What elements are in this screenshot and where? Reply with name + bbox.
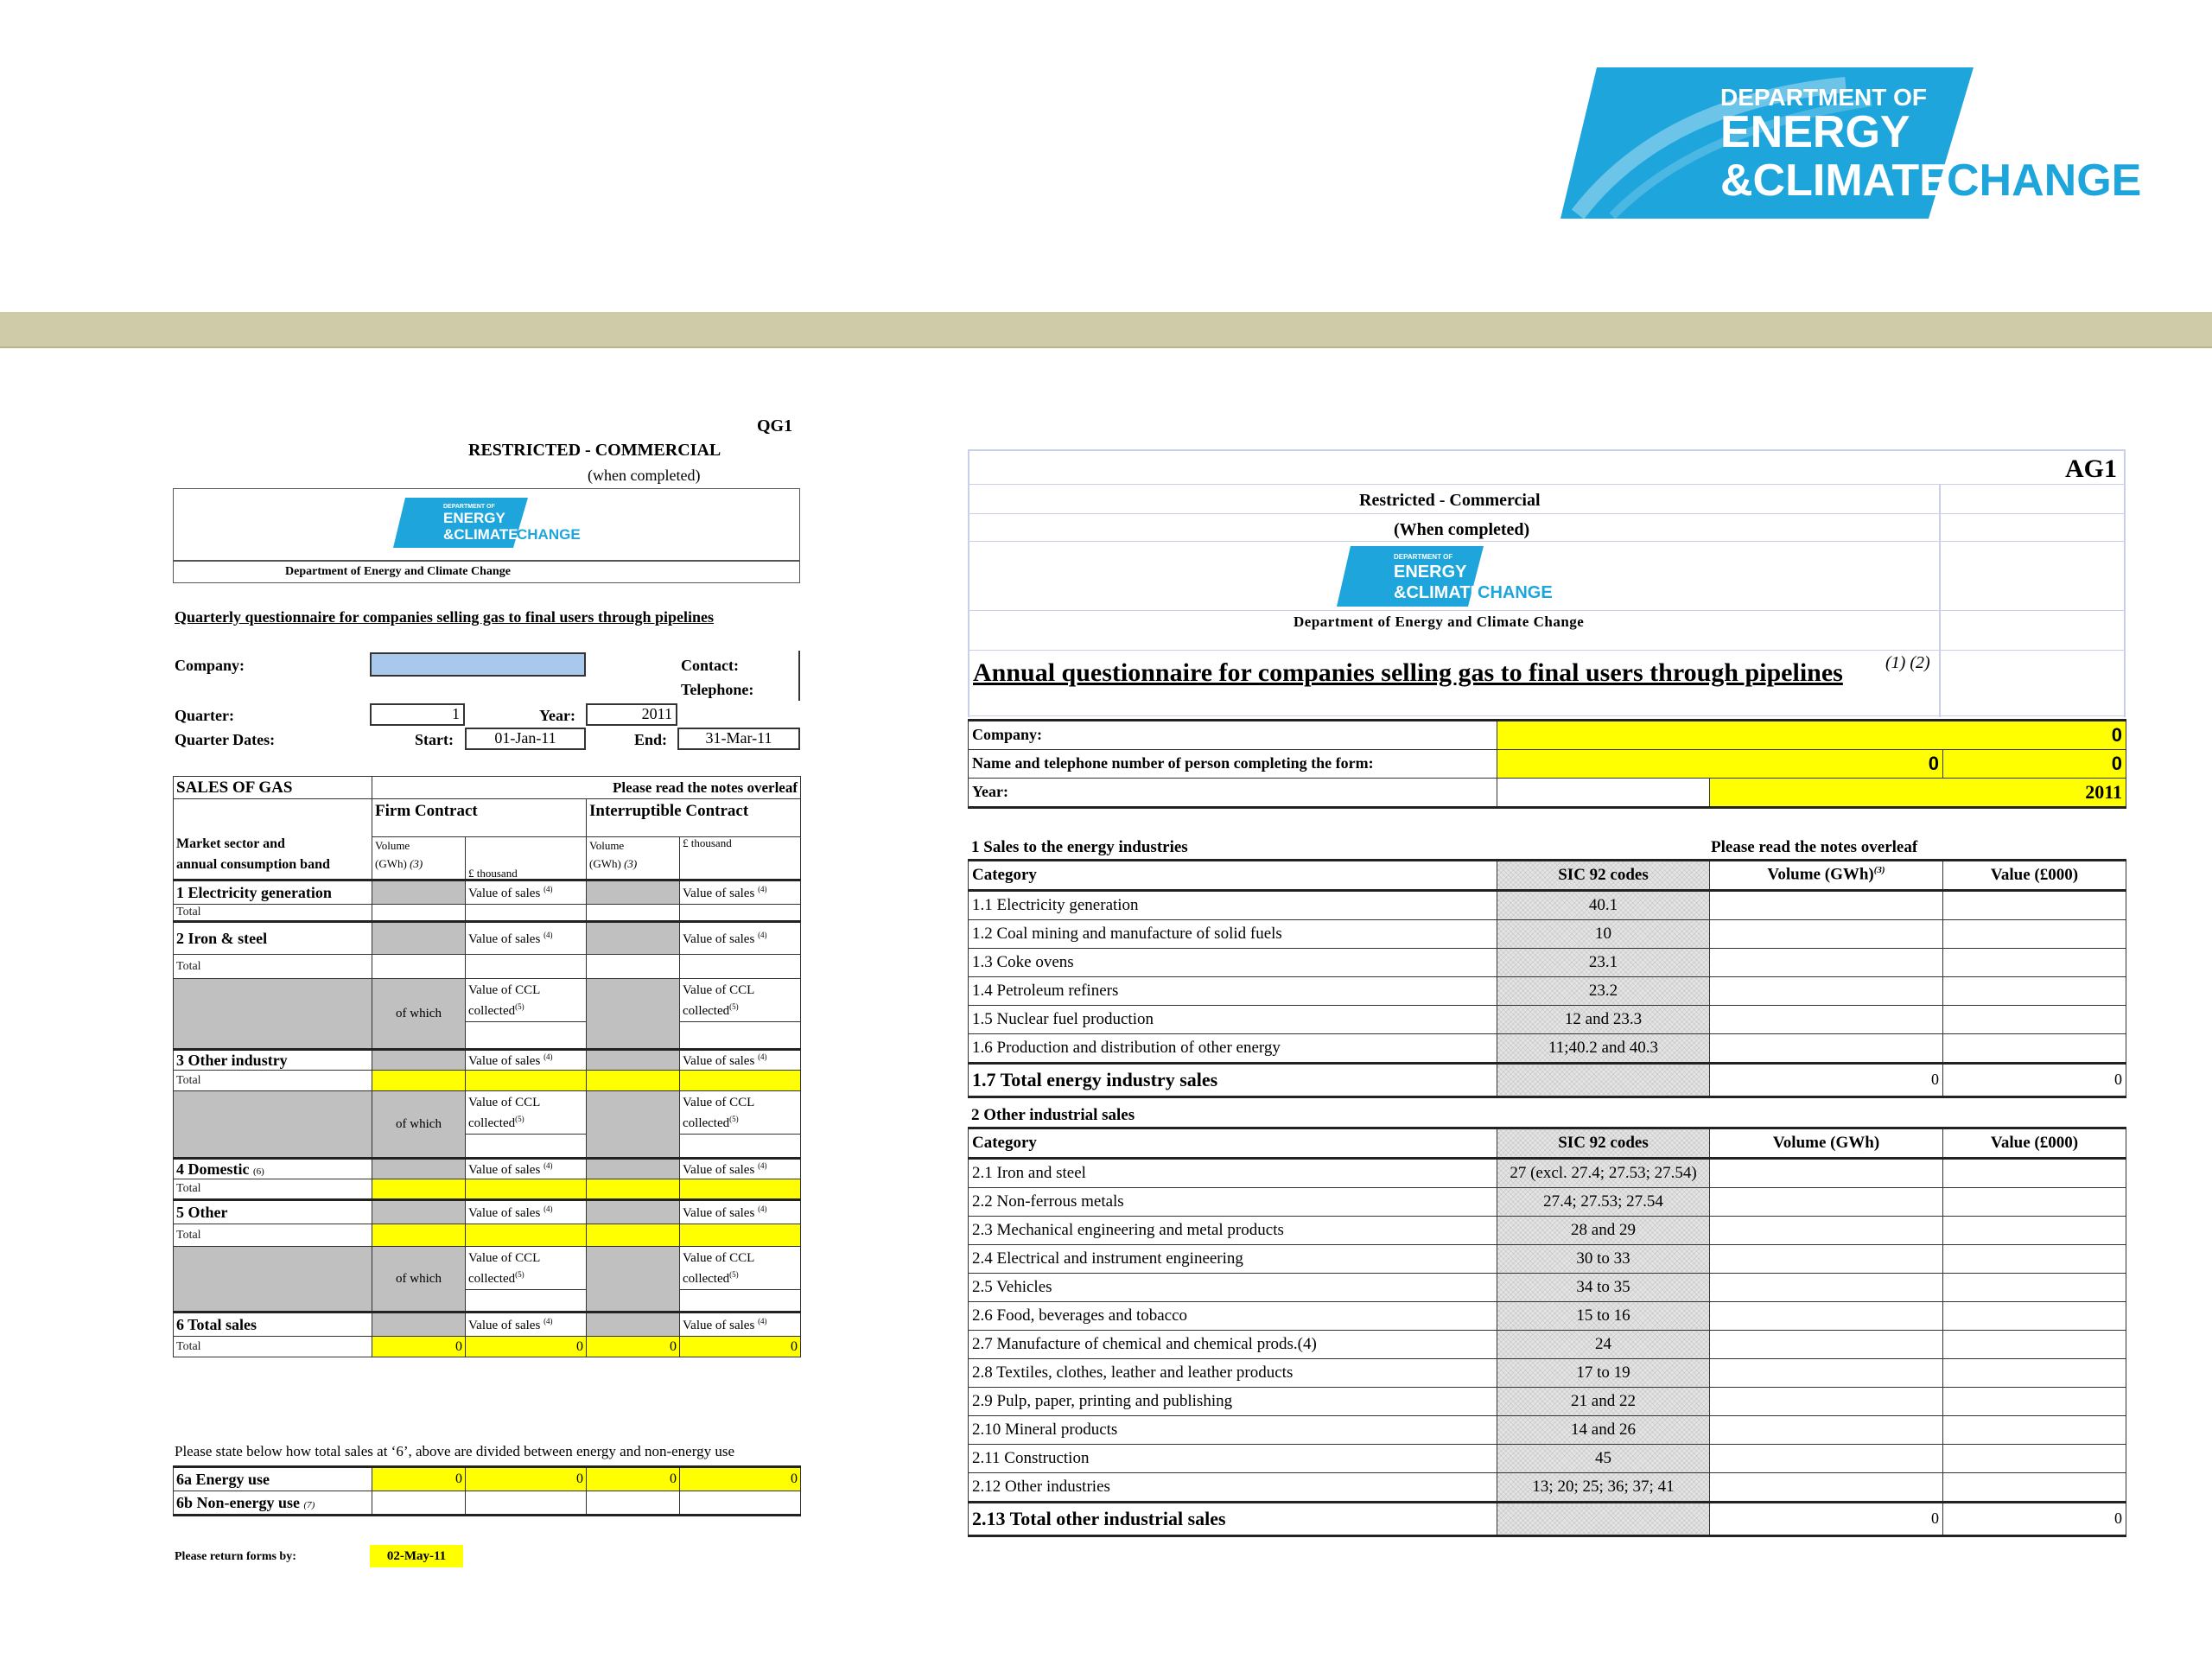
ag1-s2-total-label: 2.13 Total other industrial sales	[969, 1503, 1497, 1536]
value-input-cell[interactable]	[1943, 1274, 2126, 1302]
volume-input-cell[interactable]	[1710, 1388, 1943, 1416]
qg1-restricted: RESTRICTED - COMMERCIAL	[468, 441, 721, 460]
value-input-cell[interactable]	[1943, 1388, 2126, 1416]
ag1-title: Annual questionnaire for companies selling gas to final users through pipelines	[973, 658, 1843, 687]
value-input-cell[interactable]	[1943, 1445, 2126, 1473]
sic-code-cell: 30 to 33	[1497, 1245, 1710, 1274]
ag1-s1-total-value: 0	[1943, 1064, 2126, 1097]
svg-text:CHANGE: CHANGE	[517, 526, 581, 543]
qg1-row-energy-use: 6a Energy use	[174, 1467, 372, 1491]
table-row	[969, 949, 2126, 977]
ag1-s1-table: Category SIC 92 codes Volume (GWh)$^{(3)}$ Value (£000) 1.1 Electricity generation 40.1 1.2 Coal mining and manufacture of solid fuels 10 1.3 Coke ovens 23.1 1.4 Petroleum refiners 23.2 1.5 Nuclear fuel production 12 and 23.3 1.6 Production and distribution of other energy 11;40.2 and 40.3 1.7 Total energy industry sales 0 0	[968, 859, 2126, 1098]
sic-code-cell: 23.2	[1497, 977, 1710, 1006]
category-cell: 2.7 Manufacture of chemical and chemical prods.(4)	[969, 1331, 1497, 1359]
ag1-year-label: Year:	[969, 779, 1497, 808]
qg1-row-domestic: 4 Domestic (6)	[174, 1159, 372, 1179]
ag1-name-label: Name and telephone number of person completing the form:	[969, 750, 1497, 779]
category-cell: 1.5 Nuclear fuel production	[969, 1006, 1497, 1034]
svg-text:ENERGY: ENERGY	[443, 510, 505, 526]
sic-code-cell: 17 to 19	[1497, 1359, 1710, 1388]
category-cell: 2.9 Pulp, paper, printing and publishing	[969, 1388, 1497, 1416]
table-row	[969, 891, 2126, 920]
sic-code-cell: 45	[1497, 1445, 1710, 1473]
ag1-name-field-b[interactable]: 0	[1943, 750, 2126, 779]
table-row	[969, 1245, 2126, 1274]
ag1-logo	[1337, 546, 1553, 607]
qg1-row-total-sales: 6 Total sales	[174, 1313, 372, 1337]
sic-code-cell: 15 to 16	[1497, 1302, 1710, 1331]
volume-input-cell[interactable]	[1710, 1473, 1943, 1503]
qg1-return-date: 02-May-11	[370, 1545, 463, 1567]
qg1-row-non-energy-use: 6b Non-energy use (7)	[174, 1491, 372, 1516]
svg-text:&CLIMATE: &CLIMATE	[443, 526, 518, 543]
qg1-row-other: 5 Other	[174, 1200, 372, 1224]
sic-code-cell: 10	[1497, 920, 1710, 949]
logo-line2: ENERGY	[1720, 107, 1910, 157]
value-input-cell[interactable]	[1943, 891, 2126, 920]
value-input-cell[interactable]	[1943, 1188, 2126, 1217]
qg1-row-electricity: 1 Electricity generation	[174, 880, 372, 905]
ag1-s1-total-volume: 0	[1710, 1064, 1943, 1097]
qg1-contact-label: Contact:	[681, 657, 739, 674]
qg1-sales-heading: SALES OF GAS	[174, 777, 372, 799]
sic-code-cell: 13; 20; 25; 36; 37; 41	[1497, 1473, 1710, 1503]
sic-code-cell: 12 and 23.3	[1497, 1006, 1710, 1034]
qg1-energy-use-table: 6a Energy use 0 0 0 0 6b Non-energy use (7)	[173, 1465, 801, 1516]
value-input-cell[interactable]	[1943, 1159, 2126, 1188]
table-row	[969, 1302, 2126, 1331]
category-cell: 2.2 Non-ferrous metals	[969, 1188, 1497, 1217]
sic-code-cell: 21 and 22	[1497, 1388, 1710, 1416]
category-cell: 2.3 Mechanical engineering and metal products	[969, 1217, 1497, 1245]
ag1-notes: Please read the notes overleaf	[1711, 838, 1918, 856]
ag1-title-note: (1) (2)	[1885, 653, 1930, 672]
table-row	[969, 1188, 2126, 1217]
ag1-company-label: Company:	[969, 721, 1497, 750]
sic-code-cell: 27.4; 27.53; 27.54	[1497, 1188, 1710, 1217]
qg1-company-label: Company:	[175, 657, 245, 674]
qg1-department: Department of Energy and Climate Change	[285, 565, 511, 578]
sic-code-cell: 28 and 29	[1497, 1217, 1710, 1245]
qg1-row-iron-steel: 2 Iron & steel	[174, 922, 372, 955]
ag1-department: Department of Energy and Climate Change	[1294, 613, 1585, 630]
category-cell: 2.5 Vehicles	[969, 1274, 1497, 1302]
value-input-cell[interactable]	[1943, 1302, 2126, 1331]
qg1-title: Quarterly questionnaire for companies selling gas to final users through pipelines	[175, 608, 715, 626]
volume-input-cell[interactable]	[1710, 1006, 1943, 1034]
qg1-int-volume-head: Volume (GWh) (3)	[587, 837, 680, 880]
volume-input-cell[interactable]	[1710, 949, 1943, 977]
qg1-quarter-field[interactable]: 1	[370, 703, 465, 726]
qg1-code: QG1	[757, 416, 793, 435]
table-row	[969, 977, 2126, 1006]
qg1-state-below: Please state below how total sales at ‘6’, above are divided between energy and non-energy use	[175, 1443, 734, 1459]
qg1-market-sector: Market sector and annual consumption band	[174, 799, 372, 880]
category-cell: 2.1 Iron and steel	[969, 1159, 1497, 1188]
ag1-form	[968, 449, 2126, 1538]
sic-code-cell: 34 to 35	[1497, 1274, 1710, 1302]
svg-text:DEPARTMENT OF: DEPARTMENT OF	[443, 504, 495, 510]
volume-input-cell[interactable]	[1710, 1359, 1943, 1388]
value-input-cell[interactable]	[1943, 1359, 2126, 1388]
ag1-restricted: Restricted - Commercial	[1359, 491, 1541, 510]
volume-input-cell[interactable]	[1710, 977, 1943, 1006]
qg1-notes: Please read the notes overleaf	[372, 777, 801, 799]
value-input-cell[interactable]	[1943, 1006, 2126, 1034]
category-cell: 1.3 Coke ovens	[969, 949, 1497, 977]
volume-input-cell[interactable]	[1710, 1034, 1943, 1064]
table-row	[969, 1445, 2126, 1473]
value-input-cell[interactable]	[1943, 920, 2126, 949]
value-input-cell[interactable]	[1943, 1217, 2126, 1245]
table-row	[969, 1416, 2126, 1445]
volume-input-cell[interactable]	[1710, 1302, 1943, 1331]
category-cell: 2.10 Mineral products	[969, 1416, 1497, 1445]
category-cell: 2.8 Textiles, clothes, leather and leather products	[969, 1359, 1497, 1388]
volume-input-cell[interactable]	[1710, 1416, 1943, 1445]
ag1-s2-heading: 2 Other industrial sales	[971, 1106, 1135, 1124]
ag1-name-field[interactable]: 0	[1497, 750, 1943, 779]
qg1-when-completed: (when completed)	[588, 467, 701, 484]
svg-text:ENERGY: ENERGY	[1394, 563, 1467, 582]
volume-input-cell[interactable]	[1710, 1245, 1943, 1274]
volume-input-cell[interactable]	[1710, 1331, 1943, 1359]
value-input-cell[interactable]	[1943, 1034, 2126, 1064]
table-row	[969, 1274, 2126, 1302]
sic-code-cell: 23.1	[1497, 949, 1710, 977]
qg1-firm-volume-head: Volume (GWh) (3)	[372, 837, 466, 880]
sic-code-cell: 24	[1497, 1331, 1710, 1359]
qg1-year-label: Year:	[539, 707, 575, 724]
volume-input-cell[interactable]	[1710, 1445, 1943, 1473]
qg1-form	[173, 406, 802, 1581]
value-input-cell[interactable]	[1943, 1473, 2126, 1503]
qg1-telephone-label: Telephone:	[681, 681, 754, 698]
qg1-firm-contract: Firm Contract	[372, 799, 587, 837]
ag1-year-field[interactable]: 2011	[1710, 779, 2126, 808]
value-input-cell[interactable]	[1943, 949, 2126, 977]
table-row	[969, 1359, 2126, 1388]
ag1-s1-heading: 1 Sales to the energy industries	[971, 838, 1188, 856]
qg1-int-thousand-head: £ thousand	[680, 837, 801, 880]
table-row	[969, 1006, 2126, 1034]
qg1-quarter-label: Quarter:	[175, 707, 234, 724]
category-cell: 2.11 Construction	[969, 1445, 1497, 1473]
logo-line4: CHANGE	[1947, 156, 2142, 206]
svg-text:DEPARTMENT OF: DEPARTMENT OF	[1394, 553, 1453, 561]
ag1-s2-table: Category SIC 92 codes Volume (GWh) Value (£000) 2.1 Iron and steel 27 (excl. 27.4; 27.53; 27.54) 2.2 Non-ferrous metals 27.4; 27.53; 27.54 2.3 Mechanical engineering and metal products 28 and 29 2.4 Electrical and instrument engineering 30 to 33 2.5 Vehicles 34 to 35 2.6 Food, beverages and tobacco 15 to 16 2.7 Manufacture of chemical and chemical prods.(4) 24 2.8 Textiles, clothes, leather and leather products 17 to 19 2.9 Pulp, paper, printing and publishing 21 and 22 2.10 Mineral products 14 and 26 2.11 Construction 45 2.12 Other industries 13; 20; 25; 36; 37; 41 2.13 Total other industrial sales 0 0	[968, 1127, 2126, 1537]
table-row	[969, 1388, 2126, 1416]
ag1-code: AG1	[2065, 454, 2117, 483]
volume-input-cell[interactable]	[1710, 1217, 1943, 1245]
ag1-company-table	[968, 719, 2126, 809]
category-cell: 1.4 Petroleum refiners	[969, 977, 1497, 1006]
qg1-row-other-industry: 3 Other industry	[174, 1050, 372, 1071]
qg1-end-label: End:	[634, 731, 668, 748]
qg1-sales-table: SALES OF GAS Please read the notes overleaf Market sector and annual consumption band Firm Contract Interruptible Contract Volume (GWh) (3) £ thousand Volume (GWh) (3) £ thousand 1 Electricity generation Value of sales $^{(4)}$ Value of sales $^{(4)}$ Total 2 Iron & steel Value of sales $^{(4)}$ Value of sales $^{(4)}$ Total of which Value of CCL collected$^{(5)}$ Value of CCL collected$^{(5)}$ 3 Other industry Value of sales $^{(4)}$ Value of sales $^{(4)}$ Total of which Value of CCL collected$^{(5)}$ Value of CCL collected$^{(5)}$ 4 Domestic (6) Value of sales $^{(4)}$ Value of sales $^{(4)}$ Total 5 Other Value of sales $^{(4)}$ Value of sales $^{(4)}$ Total of which Value of CCL collected$^{(5)}$ Value of CCL collected$^{(5)}$ 6 Total sales Value of sales $^{(4)}$ Value of sales $^{(4)}$ Total 0 0 0 0	[173, 776, 801, 1357]
qg1-end-field[interactable]: 31-Mar-11	[677, 728, 800, 750]
sic-code-cell: 40.1	[1497, 891, 1710, 920]
qg1-start-label: Start:	[415, 731, 454, 748]
sic-code-cell: 14 and 26	[1497, 1416, 1710, 1445]
svg-text:&CLIMATE: &CLIMATE	[1394, 583, 1482, 602]
table-row	[969, 1217, 2126, 1245]
category-cell: 1.1 Electricity generation	[969, 891, 1497, 920]
qg1-logo	[393, 498, 579, 548]
table-row	[969, 1331, 2126, 1359]
category-cell: 1.2 Coal mining and manufacture of solid fuels	[969, 920, 1497, 949]
ag1-s1-total-label: 1.7 Total energy industry sales	[969, 1064, 1497, 1097]
value-input-cell[interactable]	[1943, 1245, 2126, 1274]
category-cell: 1.6 Production and distribution of other energy	[969, 1034, 1497, 1064]
svg-text:CHANGE: CHANGE	[1478, 583, 1553, 602]
category-cell: 2.4 Electrical and instrument engineering	[969, 1245, 1497, 1274]
qg1-interruptible-contract: Interruptible Contract	[587, 799, 801, 837]
qg1-return-label: Please return forms by:	[175, 1550, 296, 1563]
logo-line3: &CLIMATE	[1720, 156, 1949, 206]
qg1-dates-label: Quarter Dates:	[175, 731, 276, 748]
volume-input-cell[interactable]	[1710, 891, 1943, 920]
ag1-s2-total-value: 0	[1943, 1503, 2126, 1536]
volume-input-cell[interactable]	[1710, 920, 1943, 949]
qg1-firm-thousand-head: £ thousand	[466, 837, 587, 880]
category-cell: 2.6 Food, beverages and tobacco	[969, 1302, 1497, 1331]
qg1-year-field[interactable]: 2011	[586, 703, 677, 726]
volume-input-cell[interactable]	[1710, 1274, 1943, 1302]
sic-code-cell: 27 (excl. 27.4; 27.53; 27.54)	[1497, 1159, 1710, 1188]
logo-line1: DEPARTMENT OF	[1720, 84, 1928, 111]
sic-code-cell: 11;40.2 and 40.3	[1497, 1034, 1710, 1064]
qg1-company-input[interactable]	[370, 652, 586, 677]
volume-input-cell[interactable]	[1710, 1159, 1943, 1188]
value-input-cell[interactable]	[1943, 1331, 2126, 1359]
volume-input-cell[interactable]	[1710, 1188, 1943, 1217]
qg1-start-field[interactable]: 01-Jan-11	[465, 728, 586, 750]
ag1-company-field[interactable]: 0	[1497, 721, 2126, 750]
ag1-s2-total-volume: 0	[1710, 1503, 1943, 1536]
decc-logo	[1560, 67, 2142, 219]
category-cell: 2.12 Other industries	[969, 1473, 1497, 1503]
value-input-cell[interactable]	[1943, 1416, 2126, 1445]
table-row	[969, 1034, 2126, 1064]
header-divider-band	[0, 312, 2212, 348]
ag1-when-completed: (When completed)	[1387, 520, 1536, 540]
table-row	[969, 1159, 2126, 1188]
table-row	[969, 1473, 2126, 1503]
value-input-cell[interactable]	[1943, 977, 2126, 1006]
table-row	[969, 920, 2126, 949]
